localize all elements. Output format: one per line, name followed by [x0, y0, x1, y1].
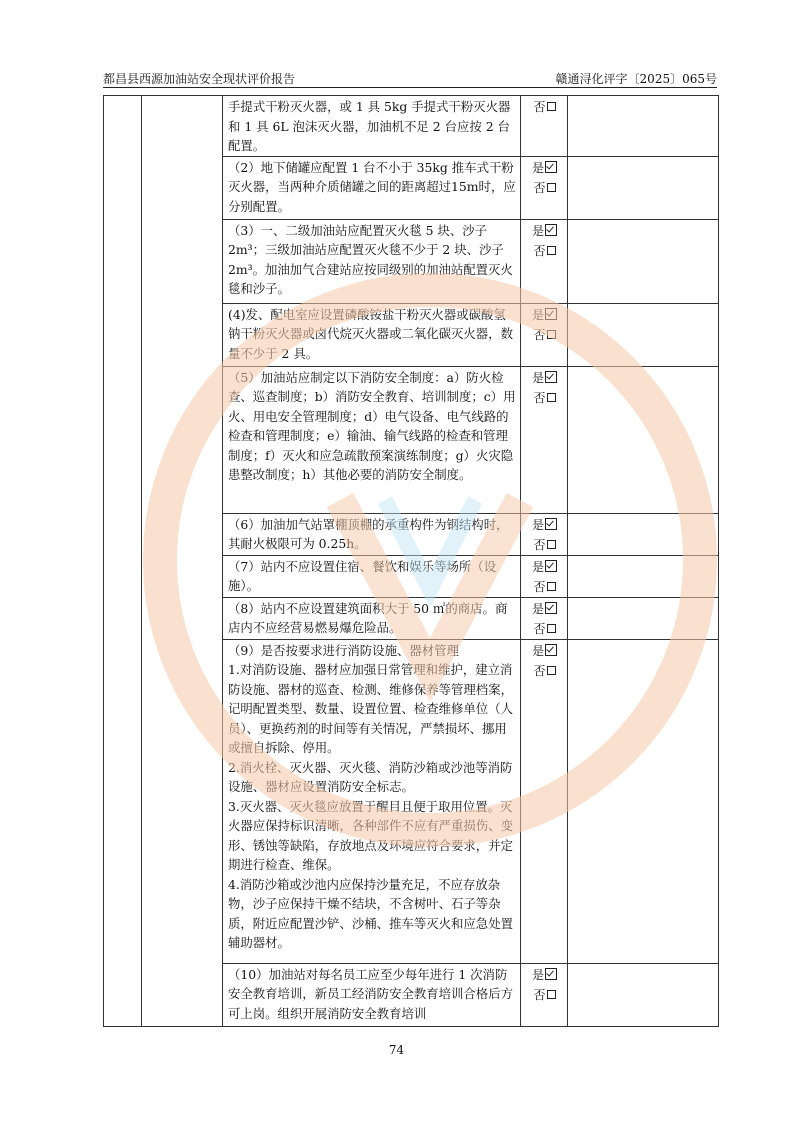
yes-label: 是: [531, 643, 544, 658]
yes-label: 是: [531, 601, 544, 616]
requirement-text: （10）加油站对每名员工应至少每年进行 1 次消防安全教育培训，新员工经消防安全教育培训合格后方可上岗。组织开展消防安全教育培训: [228, 966, 513, 1021]
result-cell: [521, 555, 568, 597]
no-label: 否: [533, 663, 546, 678]
no-label: 否: [533, 621, 546, 636]
no-option[interactable]: [526, 619, 563, 639]
result-cell: [521, 219, 568, 303]
requirement-cell: [223, 96, 521, 157]
yes-option[interactable]: [526, 158, 563, 178]
no-label: 否: [533, 100, 546, 114]
yes-label: 是: [531, 307, 544, 322]
empty-box-icon[interactable]: [547, 393, 556, 402]
empty-box-icon[interactable]: [547, 102, 556, 111]
yes-option[interactable]: [526, 641, 563, 661]
remarks-cell: [568, 597, 719, 639]
requirement-text: （7）站内不应设置住宿、餐饮和娱乐等场所（设施）。: [228, 558, 497, 593]
no-option[interactable]: [526, 325, 563, 345]
requirement-text: (4)发、配电室应设置磷酸铵盐干粉灭火器或碳酸氢钠干粉灭火器或卤代烷灭火器或二氧化碳灭火器，数量不少于 2 具。: [228, 306, 513, 361]
empty-box-icon[interactable]: [547, 330, 556, 339]
requirement-cell: [223, 366, 521, 513]
yes-label: 是: [531, 223, 544, 238]
remarks-cell: [568, 963, 719, 1026]
checked-box-icon[interactable]: [545, 968, 557, 980]
yes-option[interactable]: [526, 368, 563, 388]
result-cell: [521, 513, 568, 555]
report-number: 赣通浔化评字〔2025〕065号: [555, 72, 717, 86]
remarks-cell: [568, 366, 719, 513]
result-cell: [521, 303, 568, 366]
remarks-cell: [568, 513, 719, 555]
remarks-cell: [568, 219, 719, 303]
section-number-cell: [104, 96, 142, 1027]
yes-label: 是: [531, 559, 544, 574]
no-label: 否: [533, 987, 546, 1002]
no-option[interactable]: [526, 388, 563, 408]
no-option[interactable]: [526, 661, 563, 681]
result-cell: [521, 366, 568, 513]
no-label: 否: [533, 537, 546, 552]
requirement-text: 手提式干粉灭火器，或 1 具 5kg 手提式干粉灭火器和 1 具 6L 泡沫灭火器，加油机不足 2 台应按 2 台配置。: [228, 99, 511, 153]
remarks-cell: [568, 303, 719, 366]
header-divider: [103, 87, 717, 88]
result-cell: [521, 597, 568, 639]
remarks-cell: [568, 156, 719, 219]
result-cell: [521, 639, 568, 963]
remarks-cell: [568, 639, 719, 963]
requirement-text: （8）站内不应设置建筑面积大于 50 ㎡的商店。商店内不应经营易燃易爆危险品。: [228, 600, 508, 635]
empty-box-icon[interactable]: [547, 582, 556, 591]
empty-box-icon[interactable]: [547, 246, 556, 255]
no-label: 否: [533, 180, 546, 195]
page-header: [103, 68, 717, 86]
checked-box-icon[interactable]: [545, 518, 557, 530]
page-number: 74: [388, 1043, 405, 1057]
yes-option[interactable]: [526, 599, 563, 619]
table-row: [104, 96, 719, 157]
checked-box-icon[interactable]: [545, 371, 557, 383]
no-label: 否: [533, 327, 546, 342]
result-cell: [521, 96, 568, 157]
yes-option[interactable]: [526, 965, 563, 985]
no-option[interactable]: [526, 985, 563, 1005]
checked-box-icon[interactable]: [545, 308, 557, 320]
yes-option[interactable]: [526, 515, 563, 535]
requirement-cell: [223, 597, 521, 639]
requirement-text: （6）加油加气站罩棚顶棚的承重构件为钢结构时，其耐火极限可为 0.25h。: [228, 516, 509, 551]
requirement-cell: [223, 156, 521, 219]
no-option[interactable]: [526, 535, 563, 555]
yes-option[interactable]: [526, 221, 563, 241]
no-label: 否: [533, 579, 546, 594]
yes-label: 是: [531, 967, 544, 982]
requirement-cell: [223, 303, 521, 366]
no-option[interactable]: [526, 97, 563, 117]
requirement-text: （2）地下储罐应配置 1 台不小于 35kg 推车式干粉灭火器，当两种介质储罐之间的距离超过15m时，应分别配置。: [228, 159, 516, 214]
no-option[interactable]: [526, 178, 563, 198]
checked-box-icon[interactable]: [545, 161, 557, 173]
result-cell: [521, 963, 568, 1026]
no-option[interactable]: [526, 241, 563, 261]
requirement-text: （3）一、二级加油站应配置灭火毯 5 块、沙子 2m³；三级加油站应配置灭火毯不少于 2 块、沙子 2m³。加油加气合建站应按同级别的加油站配置灭火毯和沙子。: [228, 222, 513, 296]
empty-box-icon[interactable]: [547, 624, 556, 633]
check-item-cell: [142, 96, 223, 1027]
requirement-cell: [223, 639, 521, 963]
no-label: 否: [533, 390, 546, 405]
checked-box-icon[interactable]: [545, 644, 557, 656]
yes-option[interactable]: [526, 557, 563, 577]
yes-option[interactable]: [526, 305, 563, 325]
requirement-cell: [223, 555, 521, 597]
checklist-table: [103, 95, 719, 1027]
empty-box-icon[interactable]: [547, 666, 556, 675]
yes-label: 是: [531, 160, 544, 175]
empty-box-icon[interactable]: [547, 183, 556, 192]
no-label: 否: [533, 243, 546, 258]
yes-label: 是: [531, 517, 544, 532]
checked-box-icon[interactable]: [545, 224, 557, 236]
no-option[interactable]: [526, 577, 563, 597]
result-cell: [521, 156, 568, 219]
requirement-text: （9）是否按要求进行消防设施、器材管理 1.对消防设施、器材应加强日常管理和维护，建立消防设施、器材的巡查、检测、维修保养等管理档案，记明配置类型、数量、设置位置、检查维修单位（人员）、更换药剂的时间等有关情况，严禁损坏、挪用或擅自拆除、停用。 2.消火栓、灭火器、灭火毯、消防沙箱或沙池等消防设施、器材应设置消防安全标志。 3.灭火器、灭火毯应放置于醒目且便于取用位置。灭火器应保持标识清晰，各种部件不应有严重损伤、变形、锈蚀等缺陷，存放地点及环境应符合要求，并定期进行检查、维保。 4.消防沙箱或沙池内应保持沙量充足，不应存放杂物，沙子应保持干燥不结块，不含树叶、石子等杂质，附近应配置沙铲、沙桶、推车等灭火和应急处置辅助器材。: [228, 642, 513, 950]
yes-label: 是: [531, 370, 544, 385]
empty-box-icon[interactable]: [547, 990, 556, 999]
remarks-cell: [568, 96, 719, 157]
checked-box-icon[interactable]: [545, 602, 557, 614]
requirement-cell: [223, 219, 521, 303]
checked-box-icon[interactable]: [545, 560, 557, 572]
requirement-cell: [223, 513, 521, 555]
empty-box-icon[interactable]: [547, 540, 556, 549]
report-title: 都昌县西源加油站安全现状评价报告: [103, 72, 296, 86]
remarks-cell: [568, 555, 719, 597]
requirement-cell: [223, 963, 521, 1026]
requirement-text: （5）加油站应制定以下消防安全制度：a）防火检查、巡查制度；b）消防安全教育、培训制度；c）用火、用电安全管理制度；d）电气设备、电气线路的检查和管理制度；e）输油、输气线路的检查和管理制度；f）灭火和应急疏散预案演练制度；g）火灾隐患整改制度；h）其他必要的消防安全制度。: [228, 369, 516, 482]
